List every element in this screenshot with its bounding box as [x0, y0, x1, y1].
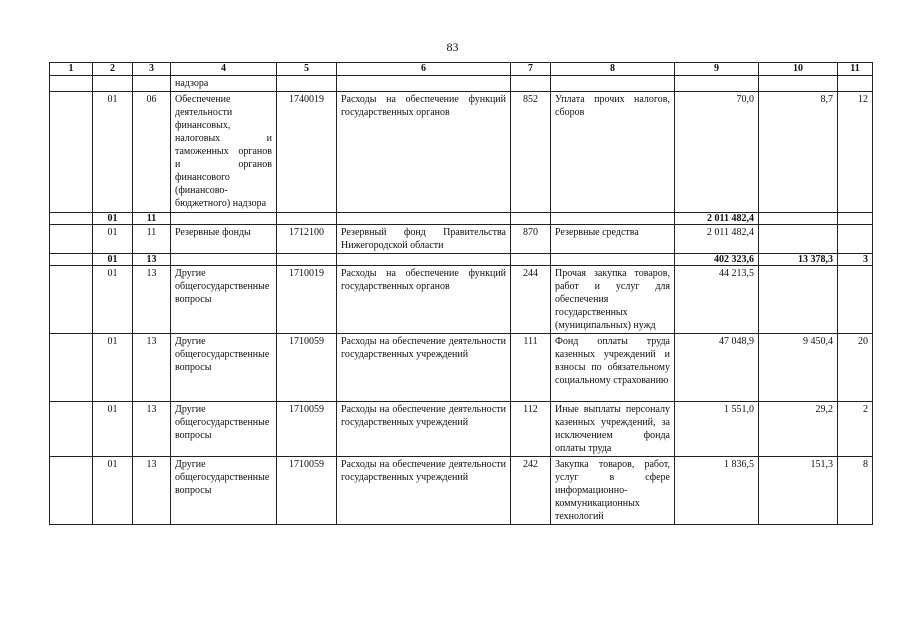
amount-cell: 151,3: [759, 457, 838, 525]
amount-cell: 2: [838, 402, 873, 457]
amount-cell: 8,7: [759, 92, 838, 213]
target-article-code-cell: 1710059: [277, 334, 337, 402]
expense-type-code-cell: 244: [511, 266, 551, 334]
amount-cell: 29,2: [759, 402, 838, 457]
target-article-code-cell: 1710059: [277, 457, 337, 525]
column-header: 7: [511, 63, 551, 76]
subtotal-row: [50, 213, 873, 225]
target-article-name-cell: Расходы на обеспечение деятельности государственных учреждений: [337, 402, 511, 457]
amount-cell: 3: [838, 254, 873, 266]
section-name-cell: надзора: [171, 76, 277, 92]
section-name-cell: [171, 254, 277, 266]
subsection-code-cell: 06: [133, 92, 171, 213]
target-article-name-cell: Расходы на обеспечение функций государственных органов: [337, 266, 511, 334]
amount-cell: 70,0: [675, 92, 759, 213]
section-name-cell: Обеспечение деятельности финансовых, налоговых и таможенных органов и органов финансового (финансово-бюджетного) надзора: [171, 92, 277, 213]
amount-cell: 8: [838, 457, 873, 525]
amount-cell: [759, 266, 838, 334]
subsection-code-cell: 13: [133, 402, 171, 457]
table-row: [50, 402, 873, 457]
expense-type-name-cell: [551, 254, 675, 266]
amount-cell: 402 323,6: [675, 254, 759, 266]
expense-type-code-cell: 111: [511, 334, 551, 402]
column-header: 11: [838, 63, 873, 76]
subsection-code-cell: 11: [133, 213, 171, 225]
target-article-code-cell: 1712100: [277, 225, 337, 254]
target-article-name-cell: [337, 76, 511, 92]
amount-cell: 2 011 482,4: [675, 213, 759, 225]
amount-cell: [838, 266, 873, 334]
amount-cell: [838, 76, 873, 92]
target-article-name-cell: Расходы на обеспечение деятельности государственных учреждений: [337, 334, 511, 402]
amount-cell: 44 213,5: [675, 266, 759, 334]
table-row: [50, 92, 873, 213]
expense-type-name-cell: Закупка товаров, работ, услуг в сфере информационно-коммуникационных технологий: [551, 457, 675, 525]
amount-cell: [675, 76, 759, 92]
column-header: 5: [277, 63, 337, 76]
row-number-cell: [50, 457, 93, 525]
section-code-cell: [93, 76, 133, 92]
row-number-cell: [50, 402, 93, 457]
subsection-code-cell: 13: [133, 266, 171, 334]
column-header: 10: [759, 63, 838, 76]
expense-type-code-cell: [511, 76, 551, 92]
table-body: [50, 76, 873, 525]
column-header: 8: [551, 63, 675, 76]
target-article-code-cell: 1740019: [277, 92, 337, 213]
amount-cell: 47 048,9: [675, 334, 759, 402]
table-row: [50, 266, 873, 334]
table-row: [50, 76, 873, 92]
amount-cell: 1 836,5: [675, 457, 759, 525]
row-number-cell: [50, 254, 93, 266]
column-header: 9: [675, 63, 759, 76]
amount-cell: [838, 225, 873, 254]
subtotal-row: [50, 254, 873, 266]
amount-cell: 2 011 482,4: [675, 225, 759, 254]
section-code-cell: 01: [93, 254, 133, 266]
target-article-name-cell: Резервный фонд Правительства Нижегородской области: [337, 225, 511, 254]
section-name-cell: Другие общегосударственные вопросы: [171, 457, 277, 525]
section-name-cell: [171, 213, 277, 225]
section-code-cell: 01: [93, 457, 133, 525]
target-article-code-cell: [277, 76, 337, 92]
target-article-code-cell: 1710059: [277, 402, 337, 457]
expense-type-name-cell: Резервные средства: [551, 225, 675, 254]
target-article-name-cell: Расходы на обеспечение деятельности государственных учреждений: [337, 457, 511, 525]
expense-type-code-cell: [511, 254, 551, 266]
amount-cell: [759, 225, 838, 254]
section-code-cell: 01: [93, 334, 133, 402]
target-article-code-cell: [277, 213, 337, 225]
table-row: [50, 225, 873, 254]
expense-type-name-cell: Прочая закупка товаров, работ и услуг для обеспечения государственных (муниципальных) нужд: [551, 266, 675, 334]
subsection-code-cell: 13: [133, 457, 171, 525]
expense-type-code-cell: 242: [511, 457, 551, 525]
row-number-cell: [50, 76, 93, 92]
row-number-cell: [50, 334, 93, 402]
column-header: 6: [337, 63, 511, 76]
expense-type-code-cell: 112: [511, 402, 551, 457]
section-code-cell: 01: [93, 266, 133, 334]
subsection-code-cell: 13: [133, 254, 171, 266]
expense-type-name-cell: Иные выплаты персоналу казенных учреждений, за исключением фонда оплаты труда: [551, 402, 675, 457]
amount-cell: 12: [838, 92, 873, 213]
target-article-name-cell: [337, 213, 511, 225]
column-header: 4: [171, 63, 277, 76]
target-article-name-cell: Расходы на обеспечение функций государственных органов: [337, 92, 511, 213]
section-name-cell: Другие общегосударственные вопросы: [171, 334, 277, 402]
target-article-code-cell: 1710019: [277, 266, 337, 334]
target-article-code-cell: [277, 254, 337, 266]
row-number-cell: [50, 92, 93, 213]
expense-type-code-cell: 870: [511, 225, 551, 254]
section-code-cell: 01: [93, 402, 133, 457]
subsection-code-cell: 11: [133, 225, 171, 254]
section-code-cell: 01: [93, 92, 133, 213]
amount-cell: 1 551,0: [675, 402, 759, 457]
amount-cell: 13 378,3: [759, 254, 838, 266]
page-number: 83: [446, 40, 459, 54]
subsection-code-cell: 13: [133, 334, 171, 402]
expense-type-name-cell: [551, 76, 675, 92]
amount-cell: [759, 213, 838, 225]
column-header: 3: [133, 63, 171, 76]
section-code-cell: 01: [93, 225, 133, 254]
budget-table: [49, 62, 873, 525]
subsection-code-cell: [133, 76, 171, 92]
row-number-cell: [50, 225, 93, 254]
table-row: [50, 334, 873, 402]
expense-type-name-cell: [551, 213, 675, 225]
section-name-cell: Другие общегосударственные вопросы: [171, 266, 277, 334]
expense-type-code-cell: [511, 213, 551, 225]
row-number-cell: [50, 213, 93, 225]
table-header-row: [50, 63, 873, 76]
section-code-cell: 01: [93, 213, 133, 225]
amount-cell: [759, 76, 838, 92]
expense-type-code-cell: 852: [511, 92, 551, 213]
table-row: [50, 457, 873, 525]
amount-cell: 9 450,4: [759, 334, 838, 402]
section-name-cell: Другие общегосударственные вопросы: [171, 402, 277, 457]
section-name-cell: Резервные фонды: [171, 225, 277, 254]
row-number-cell: [50, 266, 93, 334]
column-header: 2: [93, 63, 133, 76]
amount-cell: [838, 213, 873, 225]
amount-cell: 20: [838, 334, 873, 402]
column-header: 1: [50, 63, 93, 76]
expense-type-name-cell: Фонд оплаты труда казенных учреждений и взносы по обязательному социальному страхованию: [551, 334, 675, 402]
target-article-name-cell: [337, 254, 511, 266]
expense-type-name-cell: Уплата прочих налогов, сборов: [551, 92, 675, 213]
